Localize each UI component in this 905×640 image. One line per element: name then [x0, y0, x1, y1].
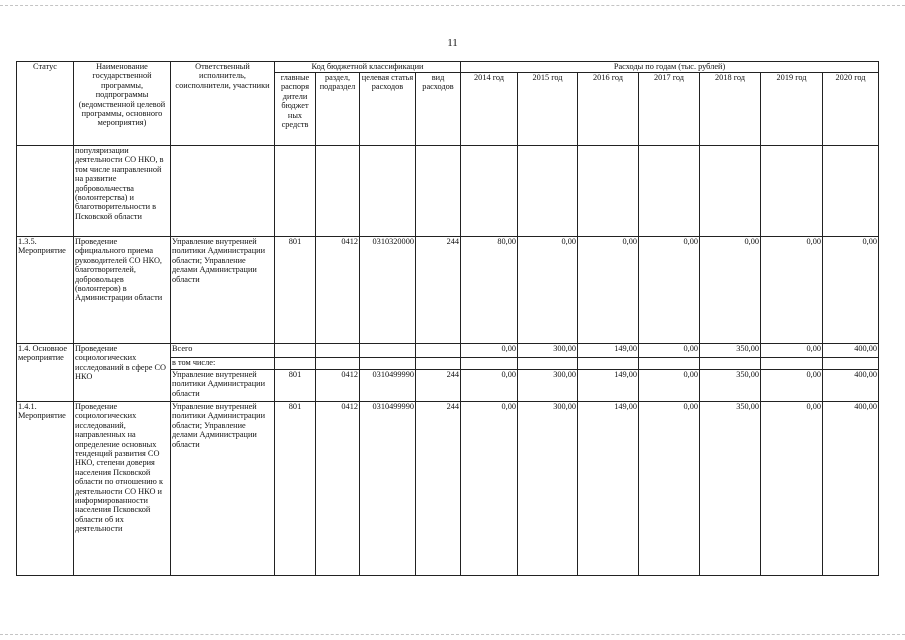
row-type: 244	[416, 402, 461, 576]
row-type: 244	[416, 237, 461, 344]
header-expenses-group: Расходы по годам (тыс. рублей)	[461, 62, 879, 73]
header-year: 2015 год	[518, 73, 578, 146]
value-2019: 0,00	[761, 344, 823, 358]
scan-bottom-edge	[0, 634, 905, 635]
row-grbs: 801	[275, 370, 316, 402]
value-2016: 149,00	[578, 402, 639, 576]
value-2017: 0,00	[639, 237, 700, 344]
header-bk-group: Код бюджетной классификации	[275, 62, 461, 73]
row-section: 0412	[316, 370, 360, 402]
row-responsible: Управление внутренней политики Администрации области	[171, 370, 275, 402]
row-name: Проведение социологических исследований в сфере СО НКО	[74, 344, 171, 402]
value-2017: 0,00	[639, 370, 700, 402]
row-grbs: 801	[275, 237, 316, 344]
value-2015: 300,00	[518, 402, 578, 576]
value-2015: 300,00	[518, 344, 578, 358]
row-type: 244	[416, 370, 461, 402]
row-status: 1.4. Основное мероприятие	[17, 344, 74, 402]
value-2014: 0,00	[461, 344, 518, 358]
header-year: 2017 год	[639, 73, 700, 146]
table-row-1-4-total	[17, 344, 879, 358]
value-2017: 0,00	[639, 402, 700, 576]
header-row-1	[17, 62, 879, 73]
value-2014: 0,00	[461, 370, 518, 402]
value-2020: 0,00	[823, 237, 879, 344]
value-2016: 149,00	[578, 344, 639, 358]
row-section: 0412	[316, 402, 360, 576]
scan-top-edge	[0, 5, 905, 6]
header-name: Наименование государственной программы, подпрограммы (ведомственной целевой программы, основного мероприятия)	[74, 62, 171, 146]
budget-table	[16, 61, 879, 576]
value-2019: 0,00	[761, 237, 823, 344]
value-2016: 149,00	[578, 370, 639, 402]
continuation-name: популяризации деятельности СО НКО, в том числе направленной на развитие добровольчества (волонтерства) и благотворительности в Псковской области	[74, 146, 171, 237]
header-year: 2019 год	[761, 73, 823, 146]
row-target: 0310499990	[360, 370, 416, 402]
value-2020: 400,00	[823, 344, 879, 358]
row-target: 0310320000	[360, 237, 416, 344]
value-2018: 350,00	[700, 370, 761, 402]
header-bk-target: целевая статья расходов	[360, 73, 416, 146]
value-2015: 0,00	[518, 237, 578, 344]
value-2020: 400,00	[823, 370, 879, 402]
value-2014: 80,00	[461, 237, 518, 344]
value-2018: 350,00	[700, 344, 761, 358]
value-2020: 400,00	[823, 402, 879, 576]
value-2018: 0,00	[700, 237, 761, 344]
row-status: 1.4.1. Мероприятие	[17, 402, 74, 576]
header-year: 2016 год	[578, 73, 639, 146]
value-2015: 300,00	[518, 370, 578, 402]
row-incl-label: в том числе:	[171, 358, 275, 370]
row-name: Проведение социологических исследований, направленных на определение основных тенденций развития СО НКО, степени доверия населения Псковской области по отношению к деятельности СО НКО и информированности населения Псковской области об их деятельности	[74, 402, 171, 576]
table-row-continuation	[17, 146, 879, 237]
table-row-1-3-5	[17, 237, 879, 344]
row-responsible: Управление внутренней политики Администрации области; Управление делами Администрации области	[171, 402, 275, 576]
header-status: Статус	[17, 62, 74, 146]
value-2016: 0,00	[578, 237, 639, 344]
value-2019: 0,00	[761, 370, 823, 402]
row-name: Проведение официального приема руководителей СО НКО, благотворителей, добровольцев (волонтеров) в Администрации области	[74, 237, 171, 344]
header-bk-grbs: главные распоря дители бюджет ных средств	[275, 73, 316, 146]
header-year: 2014 год	[461, 73, 518, 146]
header-year: 2020 год	[823, 73, 879, 146]
row-total-label: Всего	[171, 344, 275, 358]
row-target: 0310499990	[360, 402, 416, 576]
value-2018: 350,00	[700, 402, 761, 576]
page-number: 11	[447, 37, 458, 49]
row-grbs: 801	[275, 402, 316, 576]
header-year: 2018 год	[700, 73, 761, 146]
row-section: 0412	[316, 237, 360, 344]
header-responsible: Ответственный исполнитель, соисполнители, участники	[171, 62, 275, 146]
row-status: 1.3.5. Мероприятие	[17, 237, 74, 344]
header-bk-type: вид расходов	[416, 73, 461, 146]
value-2014: 0,00	[461, 402, 518, 576]
value-2019: 0,00	[761, 402, 823, 576]
header-bk-section: раздел, подраздел	[316, 73, 360, 146]
value-2017: 0,00	[639, 344, 700, 358]
table-row-1-4-1	[17, 402, 879, 576]
row-responsible: Управление внутренней политики Администрации области; Управление делами Администрации области	[171, 237, 275, 344]
